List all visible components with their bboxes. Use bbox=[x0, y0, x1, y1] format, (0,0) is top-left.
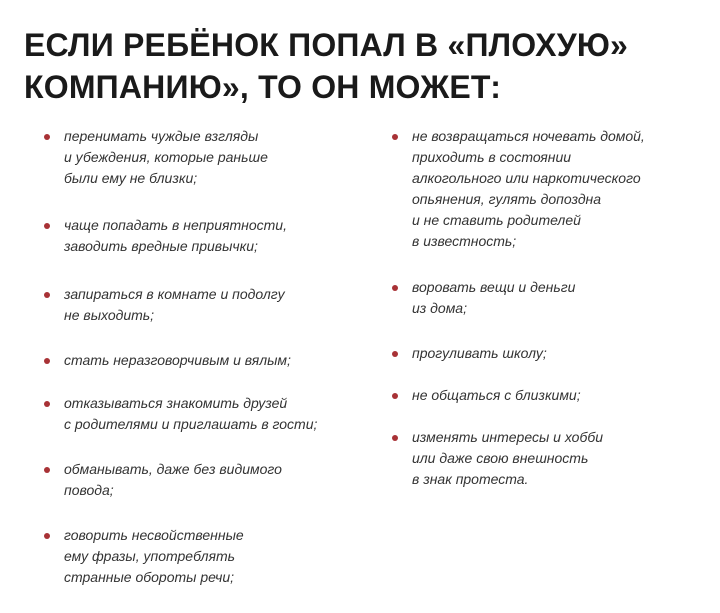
bullet-icon bbox=[44, 533, 50, 539]
list-item: отказываться знакомить друзей с родителями и приглашать в гости; bbox=[44, 393, 374, 435]
list-item: чаще попадать в неприятности, заводить вредные привычки; bbox=[44, 215, 374, 257]
list-item: перенимать чуждые взгляды и убеждения, которые раньше были ему не близки; bbox=[44, 126, 374, 189]
right-column bbox=[392, 126, 712, 490]
bullet-icon bbox=[44, 358, 50, 364]
bullet-icon bbox=[44, 292, 50, 298]
bullet-icon bbox=[392, 351, 398, 357]
bullet-icon bbox=[44, 223, 50, 229]
page-title bbox=[24, 24, 684, 108]
list-item: изменять интересы и хобби или даже свою внешность в знак протеста. bbox=[392, 427, 712, 490]
bullet-icon bbox=[44, 467, 50, 473]
bullet-icon bbox=[392, 134, 398, 140]
title-line-2: КОМПАНИЮ», ТО ОН МОЖЕТ: bbox=[24, 69, 502, 105]
bullet-icon bbox=[392, 435, 398, 441]
list-item: воровать вещи и деньги из дома; bbox=[392, 277, 712, 319]
bullet-icon bbox=[392, 393, 398, 399]
list-item: прогуливать школу; bbox=[392, 343, 712, 364]
list-item: не общаться с близкими; bbox=[392, 385, 712, 406]
bullet-icon bbox=[44, 401, 50, 407]
list-item: говорить несвойственные ему фразы, употреблять странные обороты речи; bbox=[44, 525, 374, 588]
list-item: не возвращаться ночевать домой, приходить в состоянии алкогольного или наркотического опьянения, гулять допоздна и не ставить родителей в известность; bbox=[392, 126, 712, 252]
list-item: стать неразговорчивым и вялым; bbox=[44, 350, 374, 371]
left-column bbox=[44, 126, 374, 588]
title-line-1: ЕСЛИ РЕБЁНОК ПОПАЛ В «ПЛОХУЮ» bbox=[24, 27, 629, 63]
list-item: обманывать, даже без видимого повода; bbox=[44, 459, 374, 501]
bullet-icon bbox=[392, 285, 398, 291]
list-item: запираться в комнате и подолгу не выходить; bbox=[44, 284, 374, 326]
bullet-icon bbox=[44, 134, 50, 140]
